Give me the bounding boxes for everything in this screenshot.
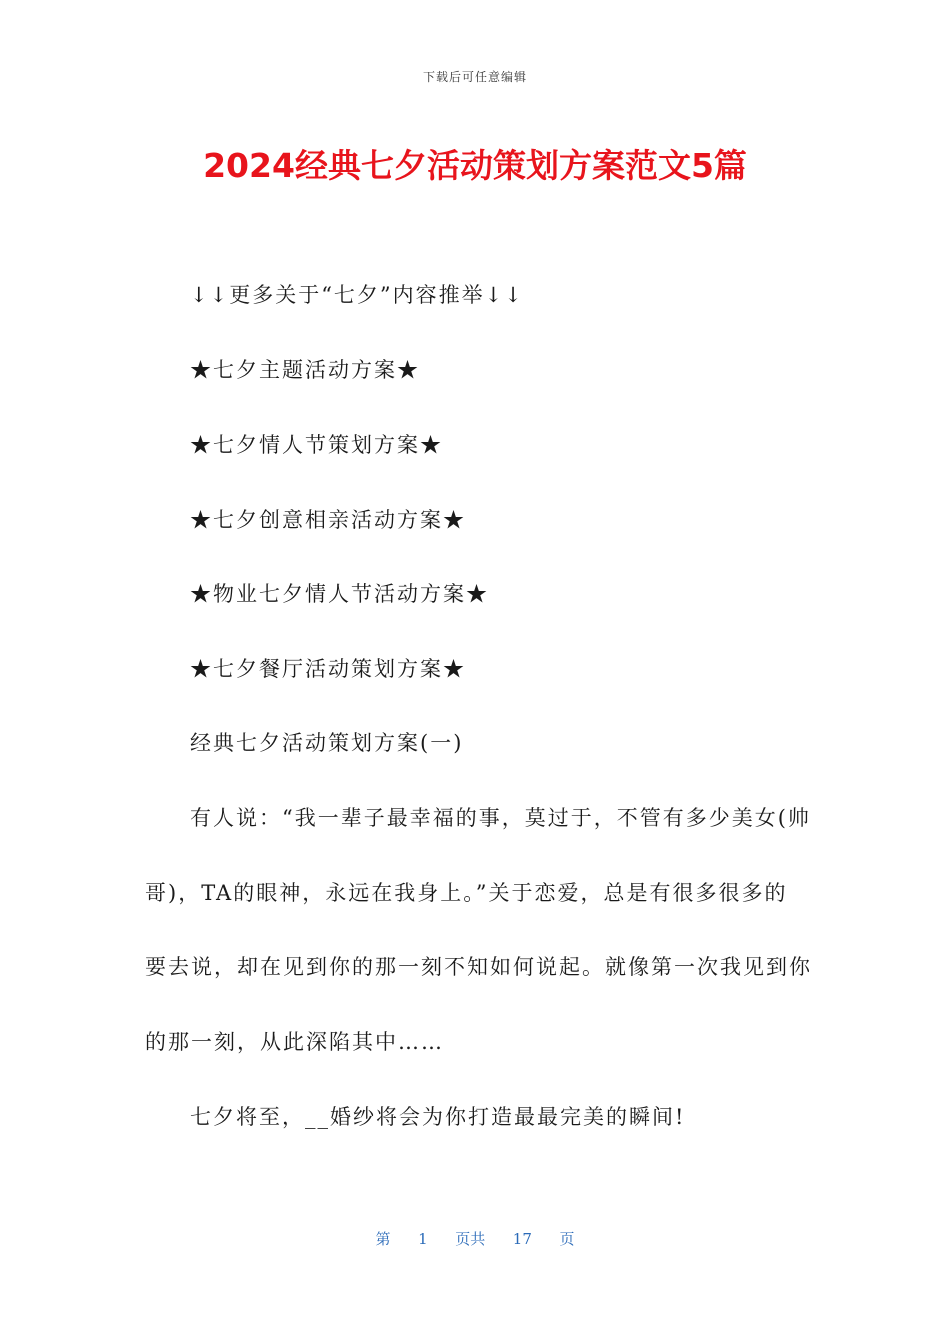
link-item[interactable]: ★七夕餐厅活动策划方案★ bbox=[190, 657, 466, 681]
paragraph-line: 有人说：“我一辈子最幸福的事，莫过于，不管有多少美女(帅 bbox=[190, 806, 811, 830]
link-item[interactable]: ★七夕创意相亲活动方案★ bbox=[190, 508, 466, 532]
paragraph-line: 七夕将至，__婚纱将会为你打造最最完美的瞬间! bbox=[190, 1105, 686, 1129]
page-suffix: 页 bbox=[559, 1230, 575, 1248]
paragraph-line: 哥)，TA的眼神，永远在我身上。”关于恋爱，总是有很多很多的 bbox=[145, 881, 788, 905]
recommend-line: ↓↓更多关于“七夕”内容推举↓↓ bbox=[190, 283, 524, 307]
link-item[interactable]: ★七夕主题活动方案★ bbox=[190, 358, 420, 382]
paragraph-line: 要去说，却在见到你的那一刻不知如何说起。就像第一次我见到你 bbox=[145, 955, 812, 979]
document-title: 2024经典七夕活动策划方案范文5篇 bbox=[203, 146, 747, 185]
link-item[interactable]: ★七夕情人节策划方案★ bbox=[190, 433, 443, 457]
header-note: 下载后可任意编辑 bbox=[422, 70, 527, 84]
page-footer bbox=[0, 1228, 950, 1249]
page-prefix: 第 bbox=[375, 1230, 391, 1248]
page-total: 17 bbox=[512, 1230, 532, 1248]
page-number: 1 bbox=[418, 1230, 428, 1248]
paragraph-line: 的那一刻，从此深陷其中…… bbox=[145, 1030, 444, 1054]
page-middle: 页共 bbox=[455, 1230, 486, 1248]
link-item[interactable]: ★物业七夕情人节活动方案★ bbox=[190, 582, 489, 606]
section-heading: 经典七夕活动策划方案(一) bbox=[190, 731, 464, 755]
